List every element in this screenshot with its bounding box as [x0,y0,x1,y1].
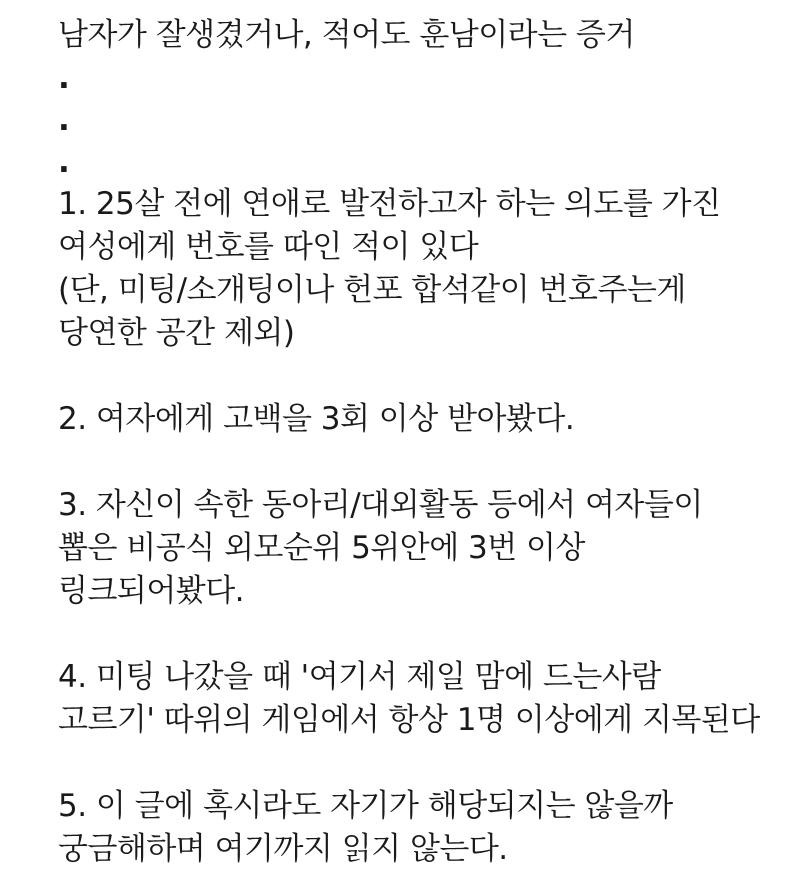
text-line: 뽑은 비공식 외모순위 5위안에 3번 이상 [58,530,585,566]
text-line: 궁금해하며 여기까지 읽지 않는다. [58,831,508,867]
list-item-5 [58,785,774,871]
paragraph-gap [58,613,774,656]
text-line: 3. 자신이 속한 동아리/대외활동 등에서 여자들이 [58,487,703,523]
text-line: (단, 미팅/소개팅이나 헌포 합석같이 번호주는게 [58,272,686,308]
text-line: 4. 미팅 나갔을 때 '여기서 제일 맘에 드는사람 [58,659,661,695]
list-item-1 [58,183,774,355]
paragraph-gap [58,355,774,398]
list-item-3 [58,484,774,613]
paragraph-gap [58,441,774,484]
text-line: 링크되어봤다. [58,573,245,609]
separator-dot: . [58,60,70,96]
separator-dot: . [58,102,70,138]
list-item-4 [58,656,774,742]
post-title: 남자가 잘생겼거나, 적어도 훈남이라는 증거 [58,17,635,53]
text-line: 고르기' 따위의 게임에서 항상 1명 이상에게 지목된다 [58,702,760,738]
separator-dot: . [58,144,70,180]
text-line: 2. 여자에게 고백을 3회 이상 받아봤다. [58,401,575,437]
text-line: 당연한 공간 제외) [58,315,295,351]
text-line: 여성에게 번호를 따인 적이 있다 [58,229,479,265]
text-line: 5. 이 글에 혹시라도 자기가 해당되지는 않을까 [58,788,673,824]
text-line: 1. 25살 전에 연애로 발전하고자 하는 의도를 가진 [58,186,721,222]
list-item-2 [58,398,774,441]
paragraph-gap [58,742,774,785]
document-body [58,14,774,871]
